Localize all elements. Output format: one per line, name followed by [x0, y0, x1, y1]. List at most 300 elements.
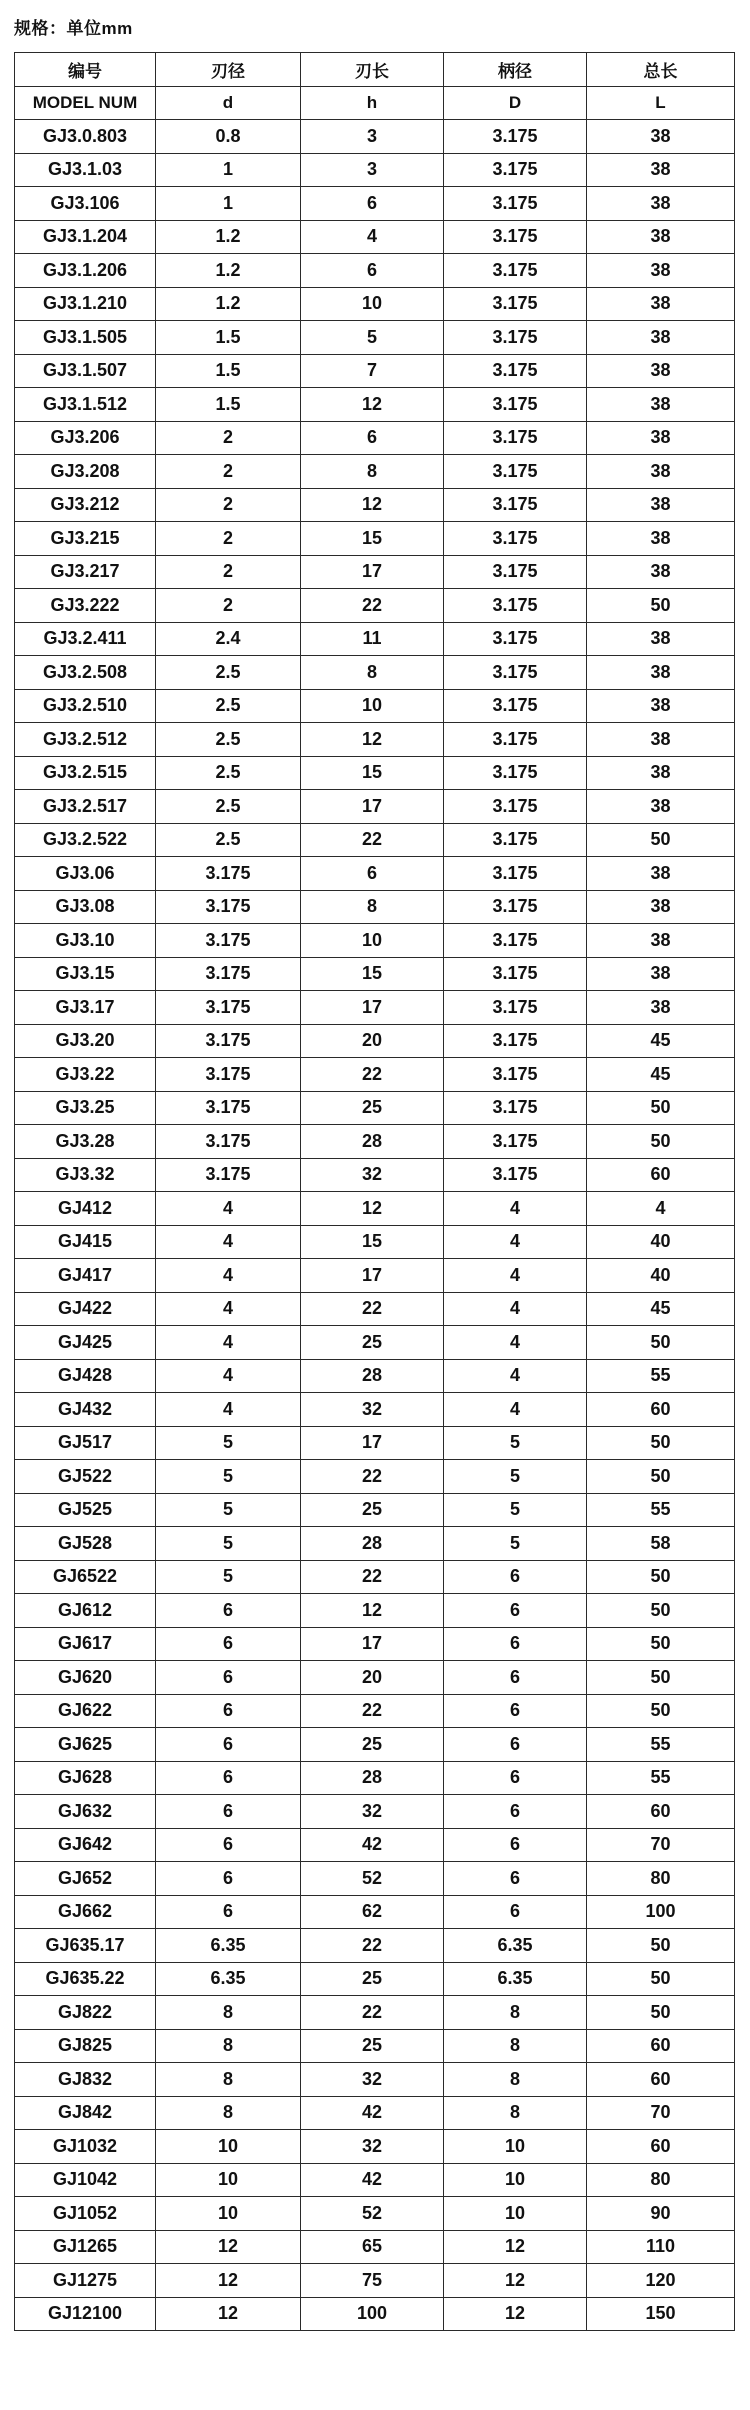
cell-blade-diameter: 12 — [156, 2264, 301, 2298]
cell-blade-diameter: 10 — [156, 2163, 301, 2197]
cell-shank-diameter: 5 — [444, 1493, 587, 1527]
cell-shank-diameter: 5 — [444, 1460, 587, 1494]
cell-blade-length: 3 — [301, 153, 444, 187]
cell-shank-diameter: 3.175 — [444, 924, 587, 958]
table-row — [15, 1560, 735, 1594]
cell-blade-diameter: 2.5 — [156, 689, 301, 723]
table-row — [15, 120, 735, 154]
cell-shank-diameter: 3.175 — [444, 1058, 587, 1092]
table-row — [15, 153, 735, 187]
cell-model: GJ3.1.512 — [15, 388, 156, 422]
cell-blade-diameter: 4 — [156, 1192, 301, 1226]
table-row — [15, 1024, 735, 1058]
cell-shank-diameter: 12 — [444, 2230, 587, 2264]
header-blade-length-en: h — [301, 86, 444, 120]
cell-model: GJ1265 — [15, 2230, 156, 2264]
cell-blade-length: 65 — [301, 2230, 444, 2264]
cell-shank-diameter: 5 — [444, 1426, 587, 1460]
cell-model: GJ3.208 — [15, 455, 156, 489]
header-model-en: MODEL NUM — [15, 86, 156, 120]
cell-overall-length: 38 — [587, 388, 735, 422]
cell-blade-length: 7 — [301, 354, 444, 388]
cell-overall-length: 38 — [587, 756, 735, 790]
cell-overall-length: 50 — [587, 1661, 735, 1695]
table-row — [15, 1996, 735, 2030]
table-row — [15, 1326, 735, 1360]
cell-overall-length: 50 — [587, 1962, 735, 1996]
cell-blade-diameter: 3.175 — [156, 1058, 301, 1092]
cell-blade-length: 42 — [301, 1828, 444, 1862]
cell-blade-diameter: 6 — [156, 1661, 301, 1695]
cell-blade-diameter: 3.175 — [156, 991, 301, 1025]
cell-blade-length: 12 — [301, 723, 444, 757]
table-row — [15, 589, 735, 623]
cell-blade-diameter: 8 — [156, 2096, 301, 2130]
cell-blade-length: 17 — [301, 1627, 444, 1661]
cell-blade-length: 22 — [301, 589, 444, 623]
cell-blade-diameter: 3.175 — [156, 1024, 301, 1058]
cell-overall-length: 50 — [587, 823, 735, 857]
cell-model: GJ525 — [15, 1493, 156, 1527]
cell-shank-diameter: 12 — [444, 2264, 587, 2298]
cell-blade-diameter: 4 — [156, 1359, 301, 1393]
cell-model: GJ3.1.507 — [15, 354, 156, 388]
cell-blade-length: 22 — [301, 1996, 444, 2030]
cell-shank-diameter: 3.175 — [444, 689, 587, 723]
table-row — [15, 2297, 735, 2331]
cell-model: GJ412 — [15, 1192, 156, 1226]
cell-shank-diameter: 4 — [444, 1225, 587, 1259]
cell-blade-length: 75 — [301, 2264, 444, 2298]
table-row — [15, 455, 735, 489]
cell-blade-length: 22 — [301, 1292, 444, 1326]
cell-overall-length: 38 — [587, 354, 735, 388]
cell-overall-length: 50 — [587, 1460, 735, 1494]
cell-overall-length: 110 — [587, 2230, 735, 2264]
table-row — [15, 756, 735, 790]
cell-blade-diameter: 6 — [156, 1795, 301, 1829]
cell-blade-length: 22 — [301, 1929, 444, 1963]
cell-overall-length: 120 — [587, 2264, 735, 2298]
cell-model: GJ425 — [15, 1326, 156, 1360]
cell-overall-length: 60 — [587, 1795, 735, 1829]
cell-blade-diameter: 8 — [156, 1996, 301, 2030]
cell-blade-length: 25 — [301, 1493, 444, 1527]
cell-model: GJ3.28 — [15, 1125, 156, 1159]
cell-blade-length: 4 — [301, 220, 444, 254]
spec-table — [14, 52, 735, 2331]
cell-shank-diameter: 3.175 — [444, 756, 587, 790]
cell-blade-diameter: 4 — [156, 1292, 301, 1326]
cell-overall-length: 50 — [587, 1125, 735, 1159]
cell-blade-length: 12 — [301, 1594, 444, 1628]
cell-overall-length: 40 — [587, 1225, 735, 1259]
table-row — [15, 1694, 735, 1728]
cell-overall-length: 38 — [587, 656, 735, 690]
header-shank-diameter-en: D — [444, 86, 587, 120]
cell-model: GJ3.2.512 — [15, 723, 156, 757]
cell-model: GJ1032 — [15, 2130, 156, 2164]
table-row — [15, 1962, 735, 1996]
cell-overall-length: 50 — [587, 1694, 735, 1728]
cell-blade-diameter: 1.5 — [156, 321, 301, 355]
cell-model: GJ842 — [15, 2096, 156, 2130]
cell-blade-length: 22 — [301, 1694, 444, 1728]
table-row — [15, 1158, 735, 1192]
cell-shank-diameter: 3.175 — [444, 522, 587, 556]
cell-blade-length: 22 — [301, 1560, 444, 1594]
cell-model: GJ635.17 — [15, 1929, 156, 1963]
table-row — [15, 2264, 735, 2298]
cell-blade-diameter: 3.175 — [156, 1091, 301, 1125]
cell-blade-diameter: 3.175 — [156, 957, 301, 991]
cell-shank-diameter: 12 — [444, 2297, 587, 2331]
table-row — [15, 656, 735, 690]
cell-blade-length: 100 — [301, 2297, 444, 2331]
cell-shank-diameter: 3.175 — [444, 823, 587, 857]
cell-blade-diameter: 2.5 — [156, 756, 301, 790]
cell-blade-diameter: 2 — [156, 589, 301, 623]
cell-shank-diameter: 6 — [444, 1560, 587, 1594]
cell-blade-length: 11 — [301, 622, 444, 656]
table-row — [15, 1393, 735, 1427]
cell-overall-length: 55 — [587, 1493, 735, 1527]
cell-shank-diameter: 3.175 — [444, 488, 587, 522]
table-row — [15, 1292, 735, 1326]
table-row — [15, 857, 735, 891]
cell-overall-length: 50 — [587, 1929, 735, 1963]
cell-model: GJ625 — [15, 1728, 156, 1762]
cell-model: GJ822 — [15, 1996, 156, 2030]
cell-blade-length: 32 — [301, 1393, 444, 1427]
cell-model: GJ635.22 — [15, 1962, 156, 1996]
cell-blade-diameter: 4 — [156, 1225, 301, 1259]
cell-model: GJ3.15 — [15, 957, 156, 991]
table-row — [15, 1728, 735, 1762]
cell-model: GJ3.22 — [15, 1058, 156, 1092]
cell-overall-length: 38 — [587, 187, 735, 221]
cell-shank-diameter: 3.175 — [444, 656, 587, 690]
cell-blade-length: 8 — [301, 656, 444, 690]
cell-overall-length: 38 — [587, 924, 735, 958]
cell-blade-length: 6 — [301, 254, 444, 288]
cell-shank-diameter: 6 — [444, 1862, 587, 1896]
cell-model: GJ617 — [15, 1627, 156, 1661]
cell-model: GJ3.1.204 — [15, 220, 156, 254]
cell-shank-diameter: 6.35 — [444, 1929, 587, 1963]
cell-shank-diameter: 8 — [444, 2096, 587, 2130]
table-row — [15, 1359, 735, 1393]
cell-blade-length: 22 — [301, 823, 444, 857]
cell-model: GJ3.25 — [15, 1091, 156, 1125]
cell-blade-length: 15 — [301, 1225, 444, 1259]
cell-blade-diameter: 6 — [156, 1862, 301, 1896]
cell-shank-diameter: 6 — [444, 1895, 587, 1929]
cell-blade-length: 6 — [301, 187, 444, 221]
spec-table-body — [15, 120, 735, 2331]
cell-shank-diameter: 3.175 — [444, 890, 587, 924]
cell-overall-length: 38 — [587, 120, 735, 154]
cell-blade-diameter: 5 — [156, 1493, 301, 1527]
cell-overall-length: 38 — [587, 153, 735, 187]
cell-blade-length: 25 — [301, 2029, 444, 2063]
cell-blade-length: 17 — [301, 1259, 444, 1293]
cell-shank-diameter: 3.175 — [444, 421, 587, 455]
cell-shank-diameter: 4 — [444, 1393, 587, 1427]
cell-overall-length: 38 — [587, 857, 735, 891]
cell-overall-length: 150 — [587, 2297, 735, 2331]
cell-blade-diameter: 5 — [156, 1460, 301, 1494]
cell-shank-diameter: 3.175 — [444, 1091, 587, 1125]
cell-shank-diameter: 4 — [444, 1192, 587, 1226]
table-row — [15, 1091, 735, 1125]
cell-model: GJ628 — [15, 1761, 156, 1795]
cell-blade-diameter: 0.8 — [156, 120, 301, 154]
cell-shank-diameter: 6 — [444, 1761, 587, 1795]
cell-blade-length: 5 — [301, 321, 444, 355]
table-row — [15, 790, 735, 824]
cell-overall-length: 38 — [587, 220, 735, 254]
cell-blade-diameter: 1 — [156, 187, 301, 221]
cell-blade-length: 17 — [301, 555, 444, 589]
cell-overall-length: 45 — [587, 1292, 735, 1326]
cell-shank-diameter: 3.175 — [444, 354, 587, 388]
cell-model: GJ3.06 — [15, 857, 156, 891]
cell-shank-diameter: 6 — [444, 1694, 587, 1728]
cell-model: GJ612 — [15, 1594, 156, 1628]
cell-shank-diameter: 10 — [444, 2130, 587, 2164]
cell-model: GJ415 — [15, 1225, 156, 1259]
cell-overall-length: 80 — [587, 1862, 735, 1896]
cell-blade-length: 17 — [301, 991, 444, 1025]
cell-shank-diameter: 3.175 — [444, 857, 587, 891]
table-row — [15, 890, 735, 924]
cell-overall-length: 50 — [587, 1996, 735, 2030]
cell-blade-length: 17 — [301, 1426, 444, 1460]
cell-overall-length: 80 — [587, 2163, 735, 2197]
cell-blade-diameter: 3.175 — [156, 1125, 301, 1159]
cell-blade-length: 15 — [301, 957, 444, 991]
table-row — [15, 622, 735, 656]
cell-overall-length: 50 — [587, 1091, 735, 1125]
cell-blade-diameter: 12 — [156, 2230, 301, 2264]
table-row — [15, 2096, 735, 2130]
cell-overall-length: 55 — [587, 1728, 735, 1762]
table-row — [15, 388, 735, 422]
cell-overall-length: 38 — [587, 890, 735, 924]
cell-blade-diameter: 2 — [156, 522, 301, 556]
table-row — [15, 1125, 735, 1159]
cell-blade-diameter: 2.5 — [156, 823, 301, 857]
cell-shank-diameter: 3.175 — [444, 187, 587, 221]
cell-model: GJ632 — [15, 1795, 156, 1829]
cell-model: GJ3.212 — [15, 488, 156, 522]
cell-model: GJ3.215 — [15, 522, 156, 556]
cell-model: GJ12100 — [15, 2297, 156, 2331]
cell-blade-diameter: 5 — [156, 1527, 301, 1561]
cell-shank-diameter: 3.175 — [444, 287, 587, 321]
table-row — [15, 823, 735, 857]
cell-blade-diameter: 2.5 — [156, 656, 301, 690]
cell-model: GJ517 — [15, 1426, 156, 1460]
cell-blade-length: 28 — [301, 1527, 444, 1561]
header-blade-length-cn: 刃长 — [301, 53, 444, 87]
cell-model: GJ832 — [15, 2063, 156, 2097]
header-shank-diameter-cn: 柄径 — [444, 53, 587, 87]
cell-blade-length: 10 — [301, 924, 444, 958]
cell-shank-diameter: 8 — [444, 2063, 587, 2097]
table-row — [15, 254, 735, 288]
cell-model: GJ432 — [15, 1393, 156, 1427]
cell-overall-length: 38 — [587, 455, 735, 489]
cell-shank-diameter: 3.175 — [444, 1125, 587, 1159]
cell-shank-diameter: 4 — [444, 1326, 587, 1360]
cell-model: GJ3.1.206 — [15, 254, 156, 288]
cell-shank-diameter: 3.175 — [444, 1158, 587, 1192]
cell-model: GJ620 — [15, 1661, 156, 1695]
cell-model: GJ3.1.505 — [15, 321, 156, 355]
table-row — [15, 689, 735, 723]
cell-blade-diameter: 2.5 — [156, 790, 301, 824]
table-row — [15, 1493, 735, 1527]
cell-shank-diameter: 6 — [444, 1661, 587, 1695]
cell-blade-diameter: 6 — [156, 1761, 301, 1795]
header-model-cn: 编号 — [15, 53, 156, 87]
cell-shank-diameter: 6 — [444, 1594, 587, 1628]
cell-overall-length: 38 — [587, 723, 735, 757]
table-row — [15, 2029, 735, 2063]
cell-model: GJ3.2.411 — [15, 622, 156, 656]
cell-model: GJ3.2.522 — [15, 823, 156, 857]
cell-overall-length: 60 — [587, 2029, 735, 2063]
cell-blade-diameter: 2 — [156, 421, 301, 455]
cell-blade-diameter: 6.35 — [156, 1929, 301, 1963]
cell-blade-diameter: 1.5 — [156, 354, 301, 388]
cell-model: GJ3.222 — [15, 589, 156, 623]
cell-shank-diameter: 5 — [444, 1527, 587, 1561]
cell-blade-length: 12 — [301, 488, 444, 522]
cell-overall-length: 55 — [587, 1359, 735, 1393]
cell-blade-diameter: 10 — [156, 2130, 301, 2164]
cell-model: GJ3.217 — [15, 555, 156, 589]
spec-caption: 规格：单位mm — [14, 19, 133, 38]
table-row — [15, 421, 735, 455]
table-row — [15, 1527, 735, 1561]
cell-blade-length: 25 — [301, 1962, 444, 1996]
table-row — [15, 2063, 735, 2097]
cell-model: GJ1052 — [15, 2197, 156, 2231]
cell-shank-diameter: 3.175 — [444, 790, 587, 824]
cell-blade-diameter: 6 — [156, 1895, 301, 1929]
cell-blade-diameter: 2.4 — [156, 622, 301, 656]
cell-overall-length: 55 — [587, 1761, 735, 1795]
cell-blade-length: 52 — [301, 2197, 444, 2231]
table-row — [15, 1828, 735, 1862]
cell-overall-length: 70 — [587, 2096, 735, 2130]
table-row — [15, 1627, 735, 1661]
cell-blade-length: 6 — [301, 857, 444, 891]
table-row — [15, 2197, 735, 2231]
cell-model: GJ1275 — [15, 2264, 156, 2298]
cell-model: GJ422 — [15, 1292, 156, 1326]
table-row — [15, 2163, 735, 2197]
cell-blade-diameter: 10 — [156, 2197, 301, 2231]
cell-blade-diameter: 4 — [156, 1326, 301, 1360]
cell-blade-diameter: 4 — [156, 1393, 301, 1427]
cell-overall-length: 38 — [587, 488, 735, 522]
cell-shank-diameter: 4 — [444, 1259, 587, 1293]
cell-blade-diameter: 5 — [156, 1426, 301, 1460]
cell-model: GJ3.32 — [15, 1158, 156, 1192]
cell-shank-diameter: 3.175 — [444, 455, 587, 489]
cell-blade-diameter: 6 — [156, 1728, 301, 1762]
table-row — [15, 1929, 735, 1963]
cell-blade-length: 32 — [301, 2063, 444, 2097]
cell-model: GJ3.206 — [15, 421, 156, 455]
table-row — [15, 187, 735, 221]
cell-overall-length: 70 — [587, 1828, 735, 1862]
table-row — [15, 287, 735, 321]
cell-blade-length: 6 — [301, 421, 444, 455]
cell-blade-length: 42 — [301, 2163, 444, 2197]
cell-overall-length: 50 — [587, 1560, 735, 1594]
table-row — [15, 1761, 735, 1795]
header-row-cn — [15, 53, 735, 87]
cell-blade-length: 15 — [301, 522, 444, 556]
cell-blade-length: 32 — [301, 1795, 444, 1829]
cell-model: GJ3.2.515 — [15, 756, 156, 790]
header-overall-length-en: L — [587, 86, 735, 120]
cell-shank-diameter: 6 — [444, 1828, 587, 1862]
table-row — [15, 957, 735, 991]
cell-blade-diameter: 1.2 — [156, 220, 301, 254]
cell-blade-diameter: 6 — [156, 1828, 301, 1862]
cell-shank-diameter: 3.175 — [444, 220, 587, 254]
cell-model: GJ3.17 — [15, 991, 156, 1025]
cell-shank-diameter: 6 — [444, 1728, 587, 1762]
cell-blade-diameter: 2.5 — [156, 723, 301, 757]
cell-shank-diameter: 6 — [444, 1795, 587, 1829]
header-blade-diameter-cn: 刃径 — [156, 53, 301, 87]
cell-overall-length: 60 — [587, 1158, 735, 1192]
cell-model: GJ3.20 — [15, 1024, 156, 1058]
cell-overall-length: 60 — [587, 2063, 735, 2097]
cell-shank-diameter: 4 — [444, 1292, 587, 1326]
cell-blade-diameter: 12 — [156, 2297, 301, 2331]
cell-blade-diameter: 3.175 — [156, 1158, 301, 1192]
cell-blade-length: 15 — [301, 756, 444, 790]
cell-overall-length: 50 — [587, 1326, 735, 1360]
table-row — [15, 723, 735, 757]
cell-blade-length: 22 — [301, 1460, 444, 1494]
cell-blade-diameter: 2 — [156, 488, 301, 522]
cell-overall-length: 38 — [587, 555, 735, 589]
cell-blade-diameter: 3.175 — [156, 857, 301, 891]
cell-model: GJ3.1.210 — [15, 287, 156, 321]
cell-model: GJ6522 — [15, 1560, 156, 1594]
cell-blade-diameter: 1.2 — [156, 254, 301, 288]
table-row — [15, 1426, 735, 1460]
cell-overall-length: 40 — [587, 1259, 735, 1293]
table-row — [15, 1460, 735, 1494]
cell-model: GJ3.1.03 — [15, 153, 156, 187]
cell-blade-length: 20 — [301, 1661, 444, 1695]
cell-overall-length: 58 — [587, 1527, 735, 1561]
cell-blade-length: 32 — [301, 2130, 444, 2164]
cell-model: GJ652 — [15, 1862, 156, 1896]
cell-model: GJ3.10 — [15, 924, 156, 958]
cell-model: GJ3.0.803 — [15, 120, 156, 154]
